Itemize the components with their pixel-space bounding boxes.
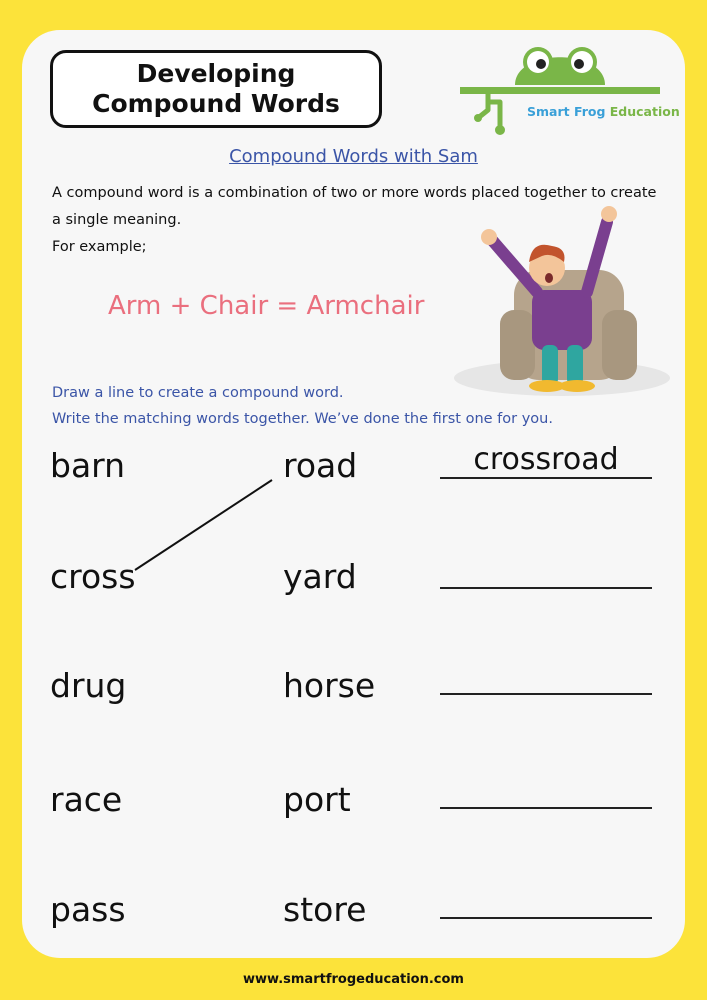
- left-word: drug: [50, 666, 127, 705]
- left-word: cross: [50, 557, 136, 596]
- right-word: road: [283, 446, 358, 485]
- example-equation: Arm + Chair = Armchair: [108, 291, 425, 321]
- intro-line: For example;: [52, 239, 147, 255]
- answer-line[interactable]: [440, 693, 652, 695]
- right-word: port: [283, 780, 351, 819]
- answer-line[interactable]: [440, 587, 652, 589]
- answer-line[interactable]: [440, 807, 652, 809]
- answer-text: crossroad: [473, 442, 619, 477]
- instruction-line: Draw a line to create a compound word.: [52, 385, 344, 401]
- logo-text: Smart Frog Education: [527, 104, 680, 119]
- right-word: store: [283, 890, 367, 929]
- instruction-line: Write the matching words together. We’ve done the first one for you.: [52, 411, 553, 427]
- left-word: race: [50, 780, 123, 819]
- intro-line: A compound word is a combination of two or more words placed together to create: [52, 185, 657, 201]
- left-word: barn: [50, 446, 126, 485]
- answer-line[interactable]: [440, 477, 652, 479]
- intro-line: a single meaning.: [52, 212, 182, 228]
- answer-line[interactable]: [440, 917, 652, 919]
- page-title: Developing Compound Words: [50, 50, 382, 128]
- footer-url[interactable]: www.smartfrogeducation.com: [243, 972, 464, 987]
- left-word: pass: [50, 890, 126, 929]
- right-word: yard: [283, 557, 357, 596]
- right-word: horse: [283, 666, 376, 705]
- subtitle: Compound Words with Sam: [229, 146, 478, 167]
